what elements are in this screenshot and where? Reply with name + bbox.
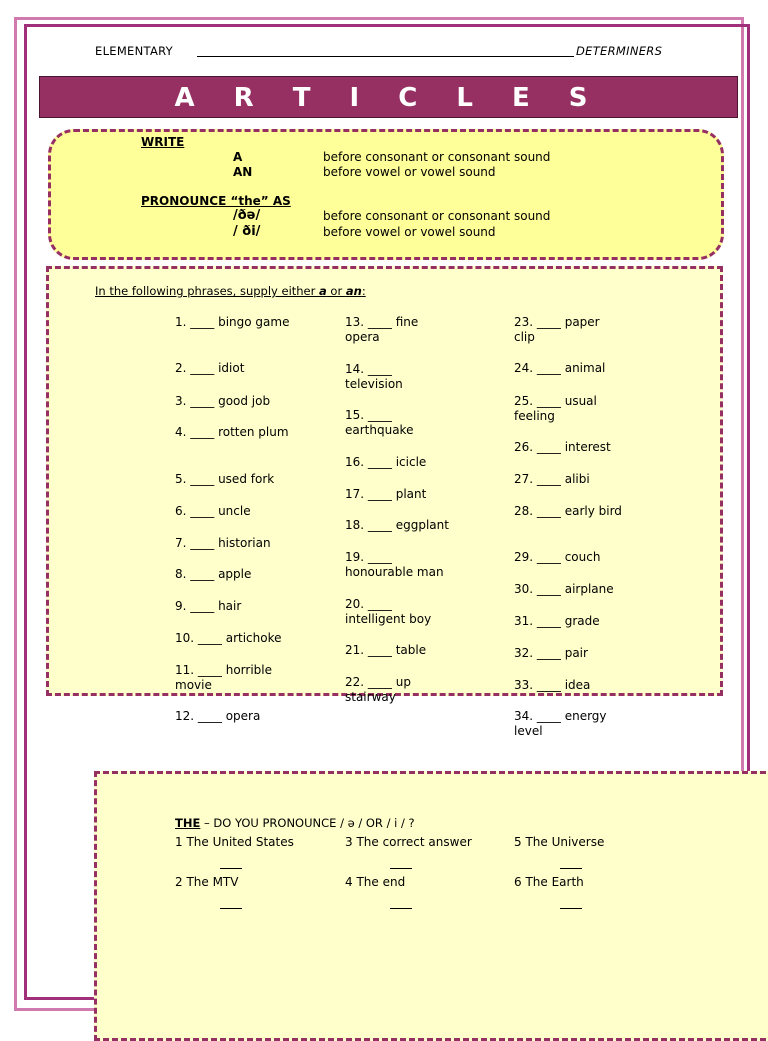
header-level: ELEMENTARY [95, 44, 174, 58]
page-title: A R T I C L E S [39, 76, 738, 118]
schwa-symbol: /ðə/ [233, 208, 261, 223]
schwa-rule: before consonant or consonant sound [323, 209, 551, 223]
pronunciation-item: 3 The correct answer [345, 835, 472, 849]
exercise-item[interactable]: 13. ____ fine opera [345, 315, 419, 344]
exercise-item[interactable]: 6. ____ uncle [175, 504, 251, 518]
answer-blank[interactable] [220, 868, 242, 869]
exercise-item[interactable]: 27. ____ alibi [514, 472, 590, 486]
instruction-colon: : [361, 284, 366, 298]
question-text: – DO YOU PRONOUNCE / ə / OR / i / ? [200, 816, 415, 830]
exercise-item[interactable]: 22. ____ up stairway [345, 675, 411, 704]
exercise-item[interactable]: 12. ____ opera [175, 709, 261, 723]
rules-box [48, 129, 724, 260]
answer-blank[interactable] [390, 908, 412, 909]
exercise-item[interactable]: 11. ____ horrible movie [175, 663, 272, 692]
exercise-item[interactable]: 7. ____ historian [175, 536, 271, 550]
exercise-item[interactable]: 24. ____ animal [514, 361, 606, 375]
exercise-item[interactable]: 4. ____ rotten plum [175, 425, 289, 439]
exercise-instruction [95, 284, 366, 298]
a-rule: before consonant or consonant sound [323, 150, 551, 164]
answer-blank[interactable] [220, 908, 242, 909]
exercise-item[interactable]: 21. ____ table [345, 643, 427, 657]
write-label: WRITE [141, 135, 185, 149]
instruction-an: an [345, 284, 362, 298]
exercise-item[interactable]: 33. ____ idea [514, 678, 591, 692]
instruction-text: In the following phrases, supply either [95, 284, 320, 298]
ee-symbol: / ði/ [233, 224, 261, 239]
exercise-item[interactable]: 15. ____ earthquake [345, 408, 414, 437]
a-label: A [233, 150, 243, 164]
exercise-item[interactable]: 8. ____ apple [175, 567, 252, 581]
pronunciation-box [94, 771, 768, 1041]
exercise-item[interactable]: 26. ____ interest [514, 440, 611, 454]
exercise-item[interactable]: 9. ____ hair [175, 599, 242, 613]
answer-blank[interactable] [560, 908, 582, 909]
pronounce-label: PRONOUNCE “the” AS [141, 194, 291, 208]
exercise-item[interactable]: 31. ____ grade [514, 614, 600, 628]
header-topic: DETERMINERS [576, 44, 663, 58]
an-rule: before vowel or vowel sound [323, 165, 496, 179]
pronunciation-item: 5 The Universe [514, 835, 605, 849]
exercise-item[interactable]: 23. ____ paper clip [514, 315, 600, 344]
exercise-item[interactable]: 1. ____ bingo game [175, 315, 290, 329]
instruction-or: or [326, 284, 346, 298]
exercise-item[interactable]: 29. ____ couch [514, 550, 601, 564]
pronunciation-item: 4 The end [345, 875, 406, 889]
exercise-item[interactable]: 2. ____ idiot [175, 361, 245, 375]
pronunciation-item: 1 The United States [175, 835, 294, 849]
exercise-item[interactable]: 30. ____ airplane [514, 582, 614, 596]
answer-blank[interactable] [390, 868, 412, 869]
header-rule [197, 56, 574, 57]
exercise-item[interactable]: 20. ____ intelligent boy [345, 597, 432, 626]
exercise-item[interactable]: 3. ____ good job [175, 394, 271, 408]
exercise-item[interactable]: 5. ____ used fork [175, 472, 275, 486]
an-label: AN [233, 165, 253, 179]
exercise-item[interactable]: 17. ____ plant [345, 487, 427, 501]
exercise-item[interactable]: 34. ____ energy level [514, 709, 607, 738]
exercise-item[interactable]: 16. ____ icicle [345, 455, 427, 469]
exercise-item[interactable]: 25. ____ usual feeling [514, 394, 597, 423]
exercise-item[interactable]: 14. ____ television [345, 362, 403, 391]
exercise-item[interactable]: 10. ____ artichoke [175, 631, 282, 645]
pronunciation-item: 6 The Earth [514, 875, 584, 889]
pronunciation-item: 2 The MTV [175, 875, 239, 889]
exercise-item[interactable]: 32. ____ pair [514, 646, 588, 660]
the-label: THE [175, 816, 201, 830]
instruction-a: a [319, 284, 327, 298]
exercise-item[interactable]: 28. ____ early bird [514, 504, 622, 518]
exercise-item[interactable]: 18. ____ eggplant [345, 518, 449, 532]
pronunciation-question [175, 816, 415, 830]
ee-rule: before vowel or vowel sound [323, 225, 496, 239]
exercise-item[interactable]: 19. ____ honourable man [345, 550, 444, 579]
answer-blank[interactable] [560, 868, 582, 869]
